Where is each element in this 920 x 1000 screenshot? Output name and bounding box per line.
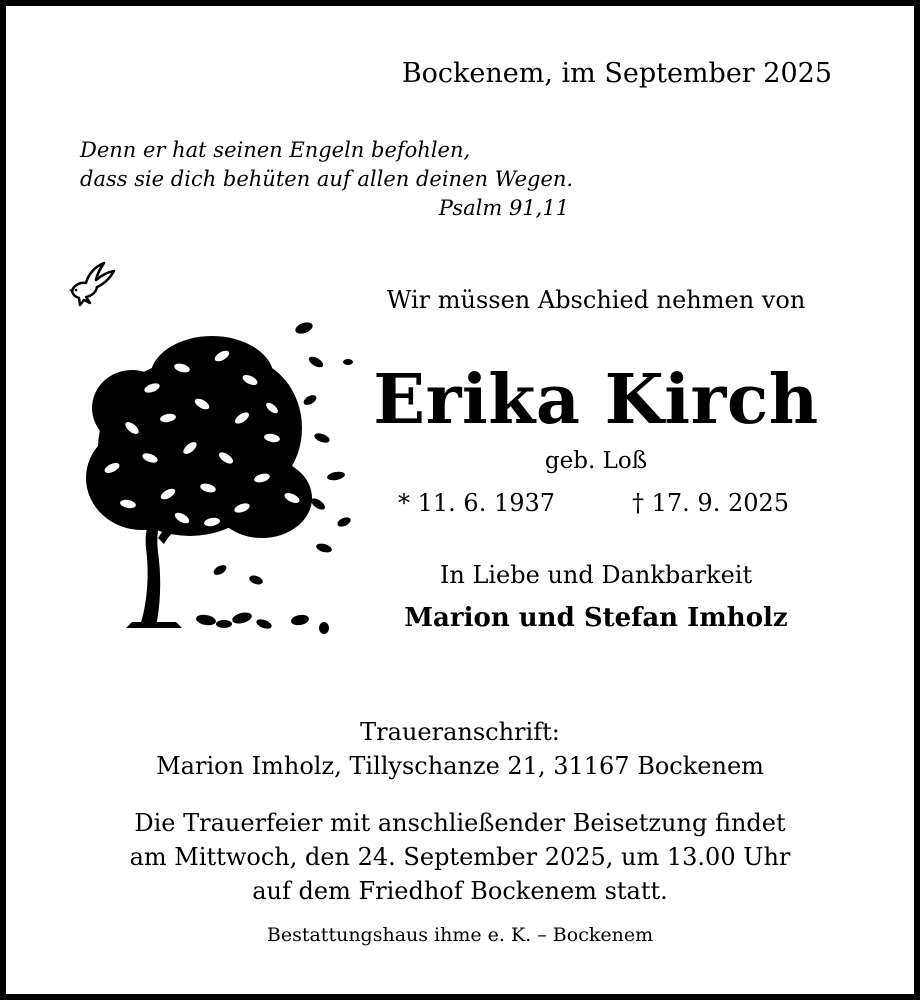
tree-illustration [72, 308, 362, 638]
bible-quote [80, 136, 573, 223]
undertaker: Bestattungshaus ihme e. K. – Bockenem [266, 924, 654, 946]
dove-icon [66, 261, 116, 307]
intro-text: Wir müssen Abschied nehmen von [386, 286, 806, 314]
address-label: Traueranschrift: [360, 718, 560, 746]
deceased-name: Erika Kirch [373, 360, 819, 440]
maiden-name: geb. Loß [544, 448, 648, 474]
quote-line-2: dass sie dich behüten auf allen deinen Wegen. [80, 167, 574, 191]
closing-text: In Liebe und Dankbarkeit [439, 561, 753, 589]
service-info [6, 806, 914, 908]
quote-line-1: Denn er hat seinen Engeln befohlen, [80, 138, 471, 162]
family-names: Marion und Stefan Imholz [404, 603, 788, 633]
service-line-2: am Mittwoch, den 24. September 2025, um 13.00 Uhr [129, 843, 791, 871]
service-line-1: Die Trauerfeier mit anschließender Beisetzung findet [134, 809, 786, 837]
birth-date: * 11. 6. 1937 [398, 489, 556, 517]
service-line-3: auf dem Friedhof Bockenem statt. [252, 877, 668, 905]
address-value: Marion Imholz, Tillyschanze 21, 31167 Bockenem [156, 752, 764, 780]
place-date: Bockenem, im September 2025 [401, 58, 832, 89]
quote-reference: Psalm 91,11 [438, 196, 570, 220]
death-date: † 17. 9. 2025 [632, 489, 790, 517]
